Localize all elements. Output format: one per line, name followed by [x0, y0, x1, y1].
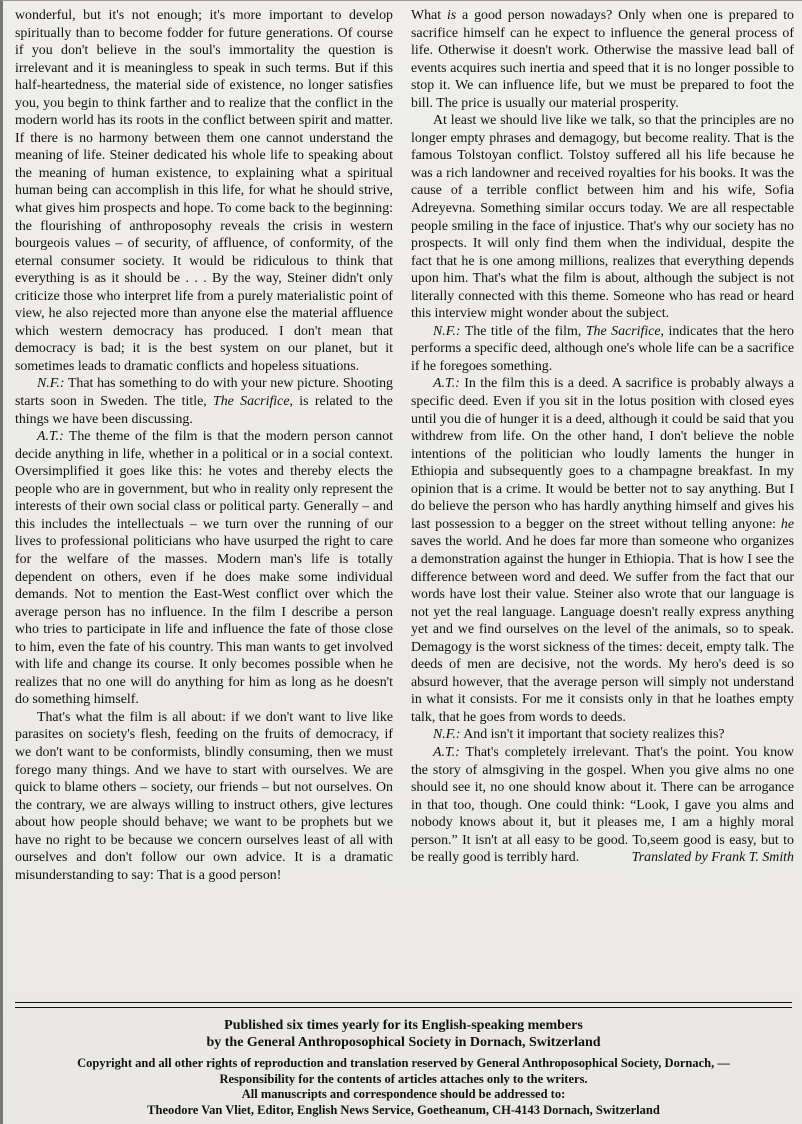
speaker-label: N.F.:	[433, 727, 461, 743]
publication-footer	[15, 1017, 792, 1118]
paragraph-text: a good person nowadays? Only when one is prepared to sacrifice himself can he expect to influence the general process of life. Otherwise it doesn't work. Otherwise the massive lead ball of events acquires such inertia and speed that it is no longer possible to stop it. We can influence life, but we must be prepared to foot the bill. The price is usually our material prosperity.	[411, 8, 794, 111]
paragraph: wonderful, but it's not enough; it's more important to develop spiritually than to become fodder for future generations. Of course if you don't believe in the soul's immortality the question is irrelevant and it is meaningless to speak in such terms. But if this half-heartedness, the material side of existence, no longer satisfies you, you begin to think farther and to realize that the conflict in the modern world has its roots in the conflict between spirit and matter. If there is no harmony between them one cannot understand the meaning of life. Steiner dedicated his whole life to speaking about the meaning of human existence, to explaining what a spiritual human being can accomplish in this life, for what he should strive, what gives him prospects and hope. To come back to the beginning: the flourishing of anthroposophy reveals the crisis in western bourgeois values – of security, of affluence, of conformity, of the eternal consumer society. It would be ridiculous to think that everything is as it should be . . . By the way, Steiner didn't only criticize those who interpret life from a purely materialistic point of view, he also rejected more than anyone else the material affluence which western democracy has produced. I don't mean that democracy is bad; it is the best system on our planet, but it sometimes leads to dramatic conflicts and hopeless situations.	[15, 8, 393, 374]
speaker-label: N.F.:	[433, 323, 461, 339]
paragraph-text: And isn't it important that society realizes this?	[460, 727, 725, 743]
footer-line: Published six times yearly for its English-speaking members	[224, 1018, 583, 1033]
paragraph-text: , indicates that the hero performs a specific deed, although one's whole life can be a sacrifice if he foregoes something.	[411, 323, 794, 374]
paragraph-text: What	[411, 8, 447, 23]
paragraph	[411, 323, 794, 376]
translator-credit: Translated by Frank T. Smith	[631, 850, 794, 866]
paragraph: That's what the film is all about: if we don't want to live like parasites on society's flesh, feeding on the fruits of democracy, if we don't want to be conformists, blindly consuming, then we must forego many things. And we have to start with ourselves. We are quick to blame others – society, our friends – but not ourselves. On the contrary, we are always willing to instruct others, give lectures about how people should behave; we want to be prophets but we have no right to be because we concern ourselves least of all with ourselves and don't follow our own advice. It is a dramatic misunderstanding to say: That is a good person!	[15, 709, 393, 883]
paragraph	[411, 7, 794, 112]
publication-info	[15, 1017, 792, 1051]
paragraph	[15, 375, 393, 428]
speaker-label: A.T.:	[37, 429, 64, 445]
film-title: The Sacrifice	[213, 394, 290, 410]
paragraph	[411, 375, 794, 726]
left-column	[15, 7, 393, 884]
paragraph-text: That's completely irrelevant. That's the point. You know the story of almsgiving in the gospel. When you give alms no one should see it, no one should know about it. There can be arrogance in that too, though. One could think: “Look, I gave you alms and nobody knows about it, but it pleases me, I am a highly moral person.” It isn't at all easy to be good. To,seem good is easy, but to be really good is terribly hard.	[411, 744, 794, 866]
right-column	[411, 7, 794, 867]
footer-rule-top	[15, 1002, 792, 1003]
paragraph-text: The theme of the film is that the modern person cannot decide anything in life, whether in a political or in a social context. Oversimplified it goes like this: he votes and thereby elects the people who are in government, but who in reality only represent the interests of their own social class or political party. Generally – and this includes the intellectuals – we turn over the running of our lives to professional politicians who have usurped the right to care for the welfare of the masses. Modern man's life is totally dependent on others, even if he does make some individual demands. Not to mention the East-West conflict over which the average person has no influence. In the film I describe a person who tries to participate in life and influence the fate of those close to him, even the fate of his country. This man wants to get involved with life and change its course. It only becomes possible when he realizes that no one will do anything for him as long as he doesn't do something himself.	[15, 429, 393, 708]
footer-line: All manuscripts and correspondence should be addressed to:	[241, 1087, 566, 1101]
footer-line: by the General Anthroposophical Society in Dornach, Switzerland	[206, 1035, 601, 1050]
paragraph-text: , is related to the things we have been discussing.	[15, 394, 393, 427]
speaker-label: N.F.:	[37, 376, 65, 392]
speaker-label: A.T.:	[433, 744, 460, 760]
emphasis: he	[780, 516, 794, 532]
editor-address: Theodore Van Vliet, Editor, English News Service, Goetheanum, CH-4143 Dornach, Switzerland	[147, 1102, 660, 1117]
speaker-label: A.T.:	[433, 376, 460, 392]
copyright-notice	[15, 1056, 792, 1118]
paragraph	[411, 726, 794, 744]
emphasis: is	[446, 8, 457, 23]
paragraph-text: The title of the film,	[460, 323, 586, 339]
footer-rule-bottom	[15, 1007, 792, 1008]
footer-line: Responsibility for the contents of articles attaches only to the writers.	[219, 1071, 588, 1086]
paragraph-text: That has something to do with your new picture. Shooting starts soon in Sweden. The title,	[15, 376, 393, 410]
paragraph-text: In the film this is a deed. A sacrifice is probably always a specific deed. Even if you sit in the lotus position with closed eyes until you die of hunger it is a deed, although it could be said that you withdrew from life. On the other hand, I don't believe the noble intentions of the politician who loudly laments the hunger in Ethiopia and subsequently goes to a champagne breakfast. In my opinion that is a crime. It would be better not to say anything. But I do believe the person who has hardly anything himself and gives his last possession to a begger on the street without telling anyone:	[411, 376, 794, 532]
footer-line: Copyright and all other rights of reproduction and translation reserved by General Anthroposophical Society, Dornach, —	[77, 1056, 730, 1070]
paragraph	[15, 428, 393, 709]
paragraph: At least we should live like we talk, so that the principles are no longer empty phrases and demagogy, but become reality. That is the famous Tolstoyan conflict. Tolstoy suffered all his life because he was a rich landowner and received royalties for his books. It was the cause of a terrible conflict between him and his wife, Sofia Adreyevna. Something similar occurs today. We are all respectable people smiling in the face of injustice. That's why our society has no prospects. It will only find them when the individual, despite the fact that he is one among millions, realizes that everything depends upon him. That's what the film is about, although the subject is not literally connected with this theme. Someone who has read or heard this interview might wonder about the subject.	[411, 113, 794, 322]
film-title: The Sacrifice	[585, 323, 661, 339]
paragraph-text: saves the world. And he does far more than someone who organizes a demonstration against the hunger in Ethiopia. That is how I see the difference between word and deed. We suffer from the fact that our words have lost their value. Steiner also wrote that our language is not yet the real language. Language doesn't really express anything yet and we find ourselves on the level of the animals, so to speak. Demagogy is the worst sickness of the times: deceit, empty talk. The deeds of men are decisive, not the words. My hero's deed is so absurd however, that the average person will simply not understand in what it consists. For me it consists only in that he loathes empty talk, that he goes from words to deeds.	[411, 534, 794, 725]
